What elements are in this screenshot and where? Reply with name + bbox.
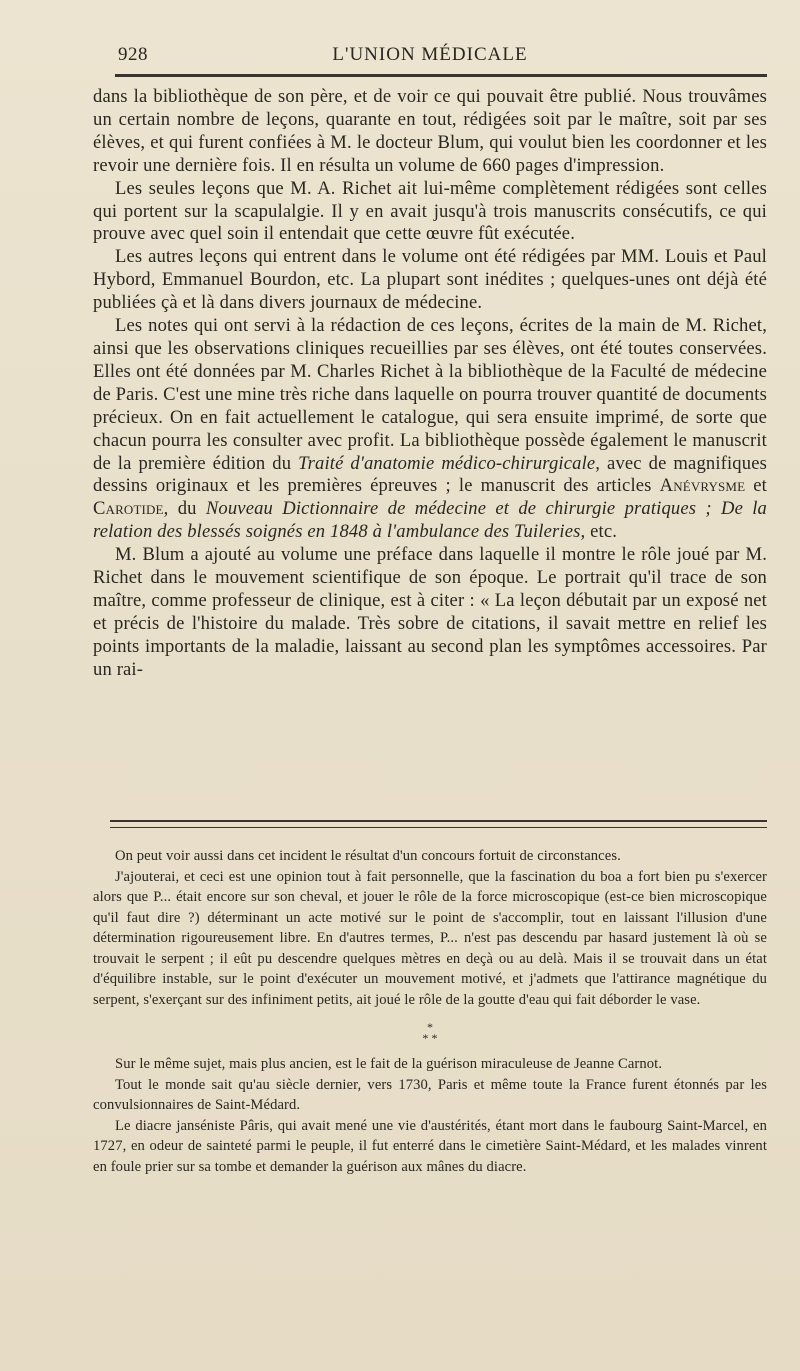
- asterism-top: *: [426, 1020, 434, 1034]
- paragraph-1: dans la bibliothèque de son père, et de voir ce qui pouvait être publié. Nous trouvâmes un certain nombre de leçons, quarante en tout, rédigées soit par le maître, soit par ses élèves, et qui furent confiées à M. le docteur Blum, qui voulut bien les coordonner et les revoir une dernière fois. Il en résulta un volume de 660 pages d'impression.: [93, 86, 767, 176]
- book-title-dictionnaire: Nouveau Dictionnaire de médecine et de chirurgie pratiques ; De la relation des blessés soignés en 1848 à l'ambulance des Tuileries,: [93, 498, 767, 543]
- paragraph-4-text-e: etc.: [585, 521, 618, 543]
- paragraph-5: M. Blum a ajouté au volume une préface dans laquelle il montre le rôle joué par M. Richet dans le mouvement scientifique de son époque. Le portrait qu'il trace de son maître, comme professeur de clinique, est à citer : « La leçon débutait par un exposé net et précis de l'histoire du malade. Très sobre de citations, il savait mettre en relief les points importants de la maladie, laissant au second plan les symptômes accessoires. Par un rai-: [93, 544, 767, 680]
- section-rule: [110, 820, 767, 828]
- paragraph-3: Les autres leçons qui entrent dans le volume ont été rédigées par MM. Louis et Paul Hybord, Emmanuel Bourdon, etc. La plupart sont inédites ; quelques-unes ont déjà été publiées çà et là dans divers journaux de médecine.: [93, 246, 767, 314]
- paragraph-4: [93, 315, 767, 544]
- paragraph-4-text-d: , du: [163, 498, 206, 520]
- note-paragraph-5: Le diacre janséniste Pâris, qui avait mené une vie d'austérités, étant mort dans le faubourg Saint-Marcel, en 1727, en odeur de sainteté parmi le peuple, il fut enterré dans le cimetière Saint-Médard, et les malades vinrent en foule prier sur sa tombe et demander la guérison aux mânes du diacre.: [93, 1117, 767, 1175]
- page-number: 928: [118, 44, 148, 65]
- note-paragraph-3: Sur le même sujet, mais plus ancien, est le fait de la guérison miraculeuse de Jeanne Carnot.: [115, 1056, 663, 1072]
- header-rule: [115, 74, 767, 77]
- asterism-bottom: * *: [422, 1031, 438, 1045]
- book-title-traite: Traité d'anatomie médico-chirurgicale,: [298, 452, 601, 474]
- note-paragraph-4: Tout le monde sait qu'au siècle dernier, vers 1730, Paris et même toute la France furent étonnés par les convulsionnaires de Saint-Médard.: [93, 1076, 767, 1113]
- article-carotide: Carotide: [93, 498, 164, 520]
- asterism-divider: [93, 1022, 767, 1044]
- page-header: [90, 44, 770, 68]
- paragraph-4-text-a: Les notes qui ont servi à la rédaction de ces leçons, écrites de la main de M. Richet, ainsi que les observations cliniques recueillies par ses élèves, ont été toutes conservées. Elles ont été données par M. Charles Richet à la bibliothèque de la Faculté de médecine de Paris. C'est une mine très riche dans laquelle on pourra trouver quantité de documents précieux. On en fait actuellement le catalogue, qui sera ensuite imprimé, de sorte que chacun pourra les consulter avec profit. La bibliothèque possède également le manuscrit de la première édition du: [93, 315, 767, 474]
- running-title: L'UNION MÉDICALE: [332, 44, 528, 65]
- paragraph-2: Les seules leçons que M. A. Richet ait lui-même complètement rédigées sont celles qui portent sur la scapulalgie. Il y en avait jusqu'à trois manuscrits consécutifs, ce qui prouve avec quel soin il entendait que cette œuvre fût exécutée.: [93, 177, 767, 245]
- paragraph-4-text-c: et: [745, 475, 767, 497]
- notes-section: [93, 846, 767, 1177]
- main-text: [93, 86, 767, 682]
- note-paragraph-1: On peut voir aussi dans cet incident le résultat d'un concours fortuit de circonstances.: [115, 848, 621, 864]
- paragraph-4-text-b: avec de magnifiques dessins originaux et les premières épreuves ; le manuscrit des articles: [93, 452, 767, 497]
- article-anevrysme: Anévrysme: [659, 475, 746, 497]
- note-paragraph-2: J'ajouterai, et ceci est une opinion tout à fait personnelle, que la fascination du boa a fort bien pu s'exercer alors que P... était encore sur son cheval, et jouer le rôle de la force microscopique (est-ce bien microscopique qu'il faut dire ?) déterminant un acte motivé sur le point de s'accomplir, tout en laissant l'illusion d'une détermination rigoureusement libre. En d'autres termes, P... n'est pas descendu par hasard justement là où se trouvait le serpent ; il eût pu descendre quelques mètres en deçà ou au delà. Mais il se trouvait dans un état d'équilibre instable, sur le point d'exécuter un mouvement motivé, et j'admets que l'attirance magnétique du serpent, s'exerçant sur des infiniment petits, ait joué le rôle de la goutte d'eau qui fait déborder le vase.: [93, 868, 767, 1008]
